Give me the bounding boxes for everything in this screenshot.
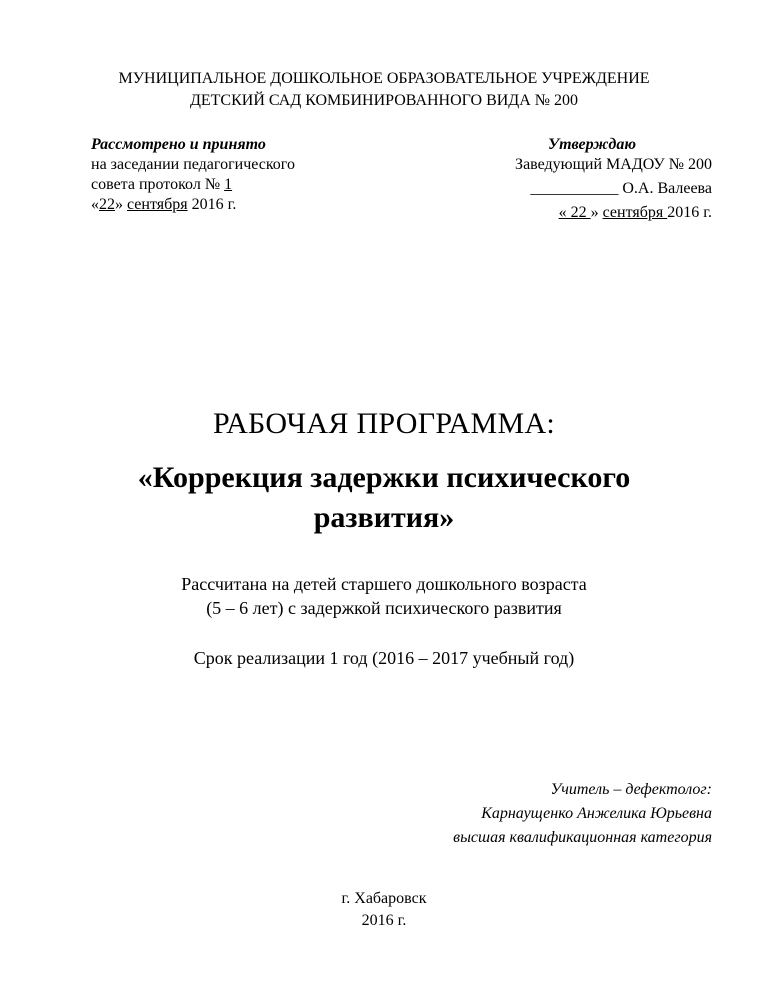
considered-block bbox=[91, 135, 391, 215]
considered-date-close-quote: » bbox=[115, 196, 127, 213]
document-type-title: РАБОЧАЯ ПРОГРАММА: bbox=[212, 407, 556, 440]
approved-heading: Утверждаю bbox=[547, 136, 637, 153]
approved-position: Заведующий МАДОУ № 200 bbox=[515, 156, 712, 173]
institution-line-1: МУНИЦИПАЛЬНОЕ ДОШКОЛЬНОЕ ОБРАЗОВАТЕЛЬНОЕ УЧРЕЖДЕНИЕ bbox=[118, 70, 650, 87]
institution-line-2: ДЕТСКИЙ САД КОМБИНИРОВАННОГО ВИДА № 200 bbox=[189, 92, 579, 109]
approved-date bbox=[412, 203, 712, 223]
considered-day: 22 bbox=[99, 196, 115, 213]
footer-year: 2016 г. bbox=[361, 912, 407, 929]
author-role: Учитель – дефектолог: bbox=[550, 781, 712, 798]
approved-month: сентября bbox=[602, 204, 668, 221]
approved-date-close-quote: » bbox=[590, 204, 603, 221]
considered-month: сентября bbox=[127, 196, 188, 213]
footer-block bbox=[0, 888, 768, 932]
program-name-line-2: развития» bbox=[313, 501, 455, 534]
approved-block bbox=[412, 135, 712, 223]
target-audience bbox=[0, 572, 768, 620]
considered-line-1: на заседании педагогического bbox=[91, 156, 295, 173]
considered-heading: Рассмотрено и принято bbox=[91, 136, 266, 153]
target-line-2: (5 – 6 лет) с задержкой психического развития bbox=[206, 598, 562, 618]
program-name-line-1: «Коррекция задержки психического bbox=[137, 461, 631, 494]
approved-date-open-quote: « bbox=[558, 204, 571, 221]
target-line-1: Рассчитана на детей старшего дошкольного возраста bbox=[181, 574, 587, 594]
author-block bbox=[312, 778, 712, 850]
protocol-number: 1 bbox=[224, 176, 233, 193]
approved-year: 2016 г. bbox=[667, 204, 712, 221]
approved-day: 22 bbox=[570, 204, 591, 221]
considered-date-open-quote: « bbox=[91, 196, 99, 213]
program-name bbox=[0, 458, 768, 538]
author-name: Карнаущенко Анжелика Юрьевна bbox=[481, 805, 712, 822]
considered-year: 2016 г. bbox=[187, 196, 237, 213]
program-duration: Срок реализации 1 год (2016 – 2017 учебный год) bbox=[193, 648, 575, 668]
footer-city: г. Хабаровск bbox=[341, 890, 427, 907]
signatory-name: О.А. Валеева bbox=[618, 180, 712, 197]
protocol-label: совета протокол № bbox=[91, 176, 225, 193]
considered-line-2 bbox=[91, 175, 391, 195]
author-qualification: высшая квалификационная категория bbox=[453, 829, 712, 846]
considered-date bbox=[91, 195, 391, 215]
institution-header bbox=[0, 68, 768, 112]
signature-blank: ___________ bbox=[530, 180, 619, 197]
approved-signature-line bbox=[412, 179, 712, 199]
